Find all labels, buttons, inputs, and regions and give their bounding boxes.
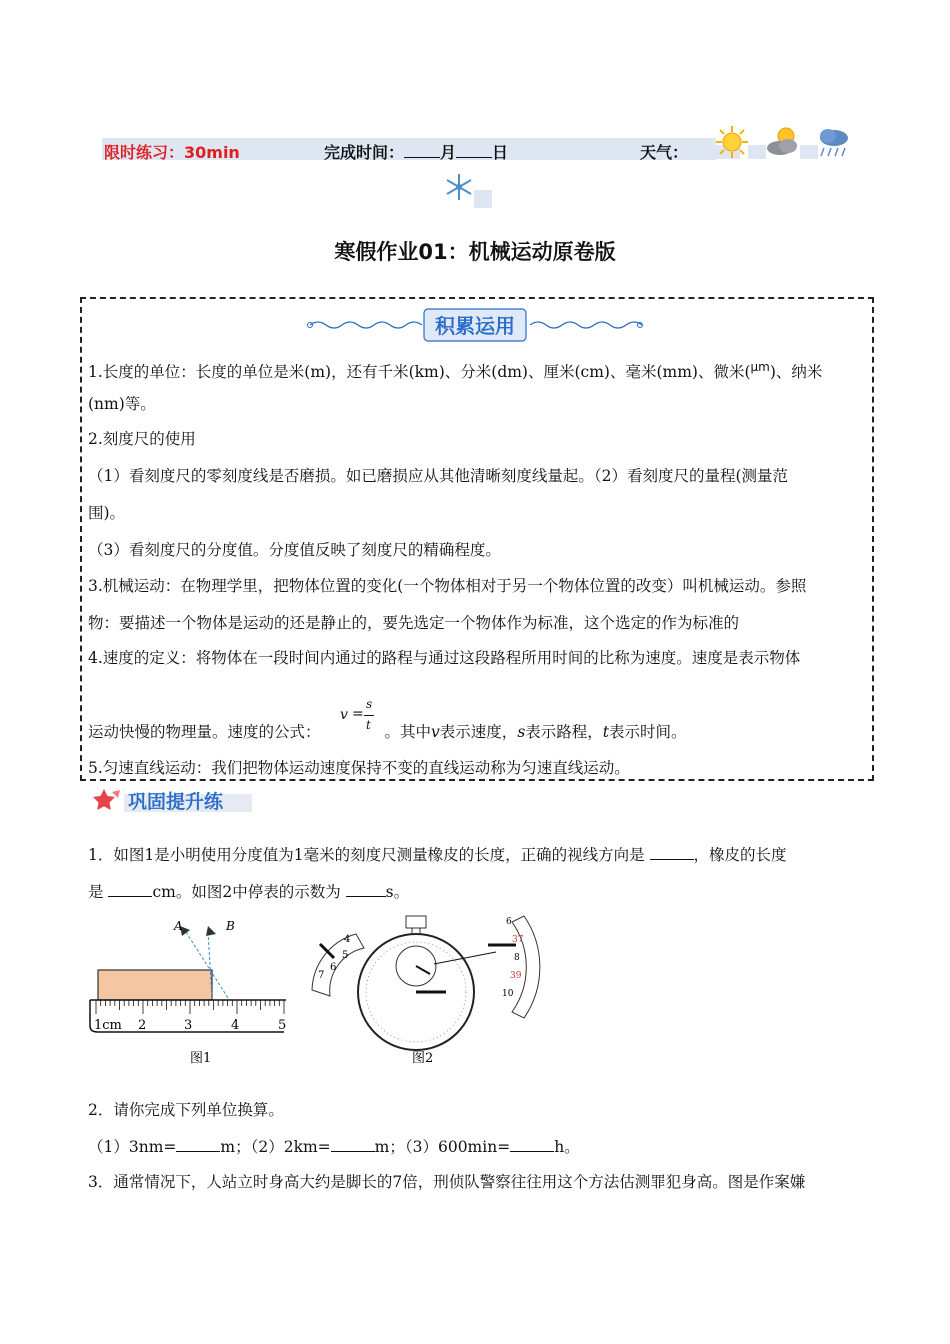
month-blank[interactable] bbox=[404, 143, 440, 158]
q2-blank-3[interactable] bbox=[510, 1137, 554, 1152]
knowledge-banner bbox=[300, 306, 650, 344]
para-ruler-1: （1）看刻度尺的零刻度线是否磨损。如已磨损应从其他清晰刻度线量起。（2）看刻度尺的量程(测量范 bbox=[88, 467, 789, 485]
day-blank[interactable] bbox=[456, 143, 492, 158]
para-speed-formula: 运动快慢的物理量。速度的公式： 。其中v表示速度，s表示路程，t表示时间。 bbox=[88, 723, 687, 741]
outer-tick-8: 8 bbox=[514, 953, 520, 963]
weather-label: 天气： bbox=[640, 143, 689, 162]
para-reference: 物：要描述一个物体是运动的还是静止的，要先选定一个物体作为标准，这个选定的作为标准的 bbox=[88, 614, 740, 632]
time-limit-label: 限时练习：30min bbox=[104, 143, 240, 162]
para-ruler-title: 2.刻度尺的使用 bbox=[88, 430, 196, 448]
rain-icon bbox=[816, 124, 852, 160]
inner-tick-6: 6 bbox=[330, 962, 337, 973]
para-speed-def: 4.速度的定义：将物体在一段时间内通过的路程与通过这段路程所用时间的比称为速度。速度是表示物体 bbox=[88, 649, 801, 667]
snow-icon bbox=[444, 172, 474, 202]
completion-time-label: 完成时间： bbox=[324, 143, 405, 162]
page-title: 寒假作业01：机械运动原卷版 bbox=[334, 240, 616, 264]
ruler-tick-4: 4 bbox=[231, 1018, 240, 1033]
para-uniform-motion: 5.匀速直线运动：我们把物体运动速度保持不变的直线运动称为匀速直线运动。 bbox=[88, 759, 630, 777]
para-ruler-3: （3）看刻度尺的分度值。分度值反映了刻度尺的精确程度。 bbox=[88, 541, 501, 559]
inner-tick-5: 5 bbox=[342, 950, 349, 961]
day-label: 日 bbox=[492, 143, 509, 162]
para-length-units: 1.长度的单位：长度的单位是米(m)，还有千米(km)、分米(dm)、厘米(cm)、毫米(mm)、微米($^{\mu m}$)、纳米 bbox=[88, 360, 823, 382]
para-length-units-cont: (nm)等。 bbox=[88, 395, 156, 413]
outer-tick-6: 6 bbox=[506, 917, 512, 927]
figure-2-caption: 图2 bbox=[412, 1051, 434, 1066]
ruler-unit: 1cm bbox=[94, 1018, 122, 1033]
q1-blank-length[interactable] bbox=[108, 882, 152, 897]
eye-b-icon bbox=[206, 926, 216, 936]
label-b: B bbox=[226, 919, 235, 933]
outer-tick-37: 37 bbox=[512, 935, 524, 945]
question-2: 2．请你完成下列单位换算。 bbox=[88, 1101, 284, 1119]
speed-formula: v = s t bbox=[340, 697, 373, 732]
header-band-piece bbox=[474, 190, 492, 208]
figure-1-ruler bbox=[88, 916, 298, 1066]
outer-tick-10: 10 bbox=[502, 989, 514, 999]
figure-2-stopwatch bbox=[306, 912, 556, 1072]
practice-banner bbox=[90, 786, 260, 816]
q2-blank-1[interactable] bbox=[176, 1137, 220, 1152]
completion-time bbox=[324, 140, 508, 163]
partly-cloudy-icon bbox=[764, 124, 802, 160]
eraser bbox=[98, 970, 212, 1000]
question-1: 1．如图1是小明使用分度值为1毫米的刻度尺测量橡皮的长度，正确的视线方向是 ，橡皮的长度 bbox=[88, 846, 787, 864]
label-a: A bbox=[174, 919, 183, 933]
question-1-cont: 是 cm。如图2中停表的示数为 s。 bbox=[88, 883, 410, 901]
q1-blank-sightline[interactable] bbox=[650, 845, 694, 860]
question-2-parts: （1）3nm= m；（2）2km= m；（3）600min= h。 bbox=[88, 1138, 580, 1156]
outer-tick-39: 39 bbox=[510, 971, 522, 981]
month-label: 月 bbox=[440, 143, 457, 162]
figure-1-caption: 图1 bbox=[190, 1051, 212, 1066]
inner-tick-7: 7 bbox=[318, 970, 325, 981]
para-ruler-1-cont: 围)。 bbox=[88, 504, 126, 522]
micro-symbol: μm bbox=[750, 360, 770, 374]
knowledge-banner-text: 积累运用 bbox=[435, 314, 515, 338]
practice-banner-text: 巩固提升练 bbox=[128, 791, 224, 813]
inner-tick-4: 4 bbox=[344, 934, 351, 945]
para-mechanical-motion: 3.机械运动：在物理学里，把物体位置的变化(一个物体相对于另一个物体位置的改变）叫机械运动。参照 bbox=[88, 577, 807, 595]
q1-blank-stopwatch[interactable] bbox=[346, 882, 386, 897]
sunny-icon bbox=[714, 124, 750, 160]
ruler-tick-5: 5 bbox=[278, 1018, 287, 1033]
ruler-tick-2: 2 bbox=[138, 1018, 147, 1033]
ruler-tick-3: 3 bbox=[184, 1018, 193, 1033]
question-3: 3．通常情况下，人站立时身高大约是脚长的7倍，刑侦队警察往往用这个方法估测罪犯身高。图是作案嫌 bbox=[88, 1173, 806, 1191]
q2-blank-2[interactable] bbox=[331, 1137, 375, 1152]
